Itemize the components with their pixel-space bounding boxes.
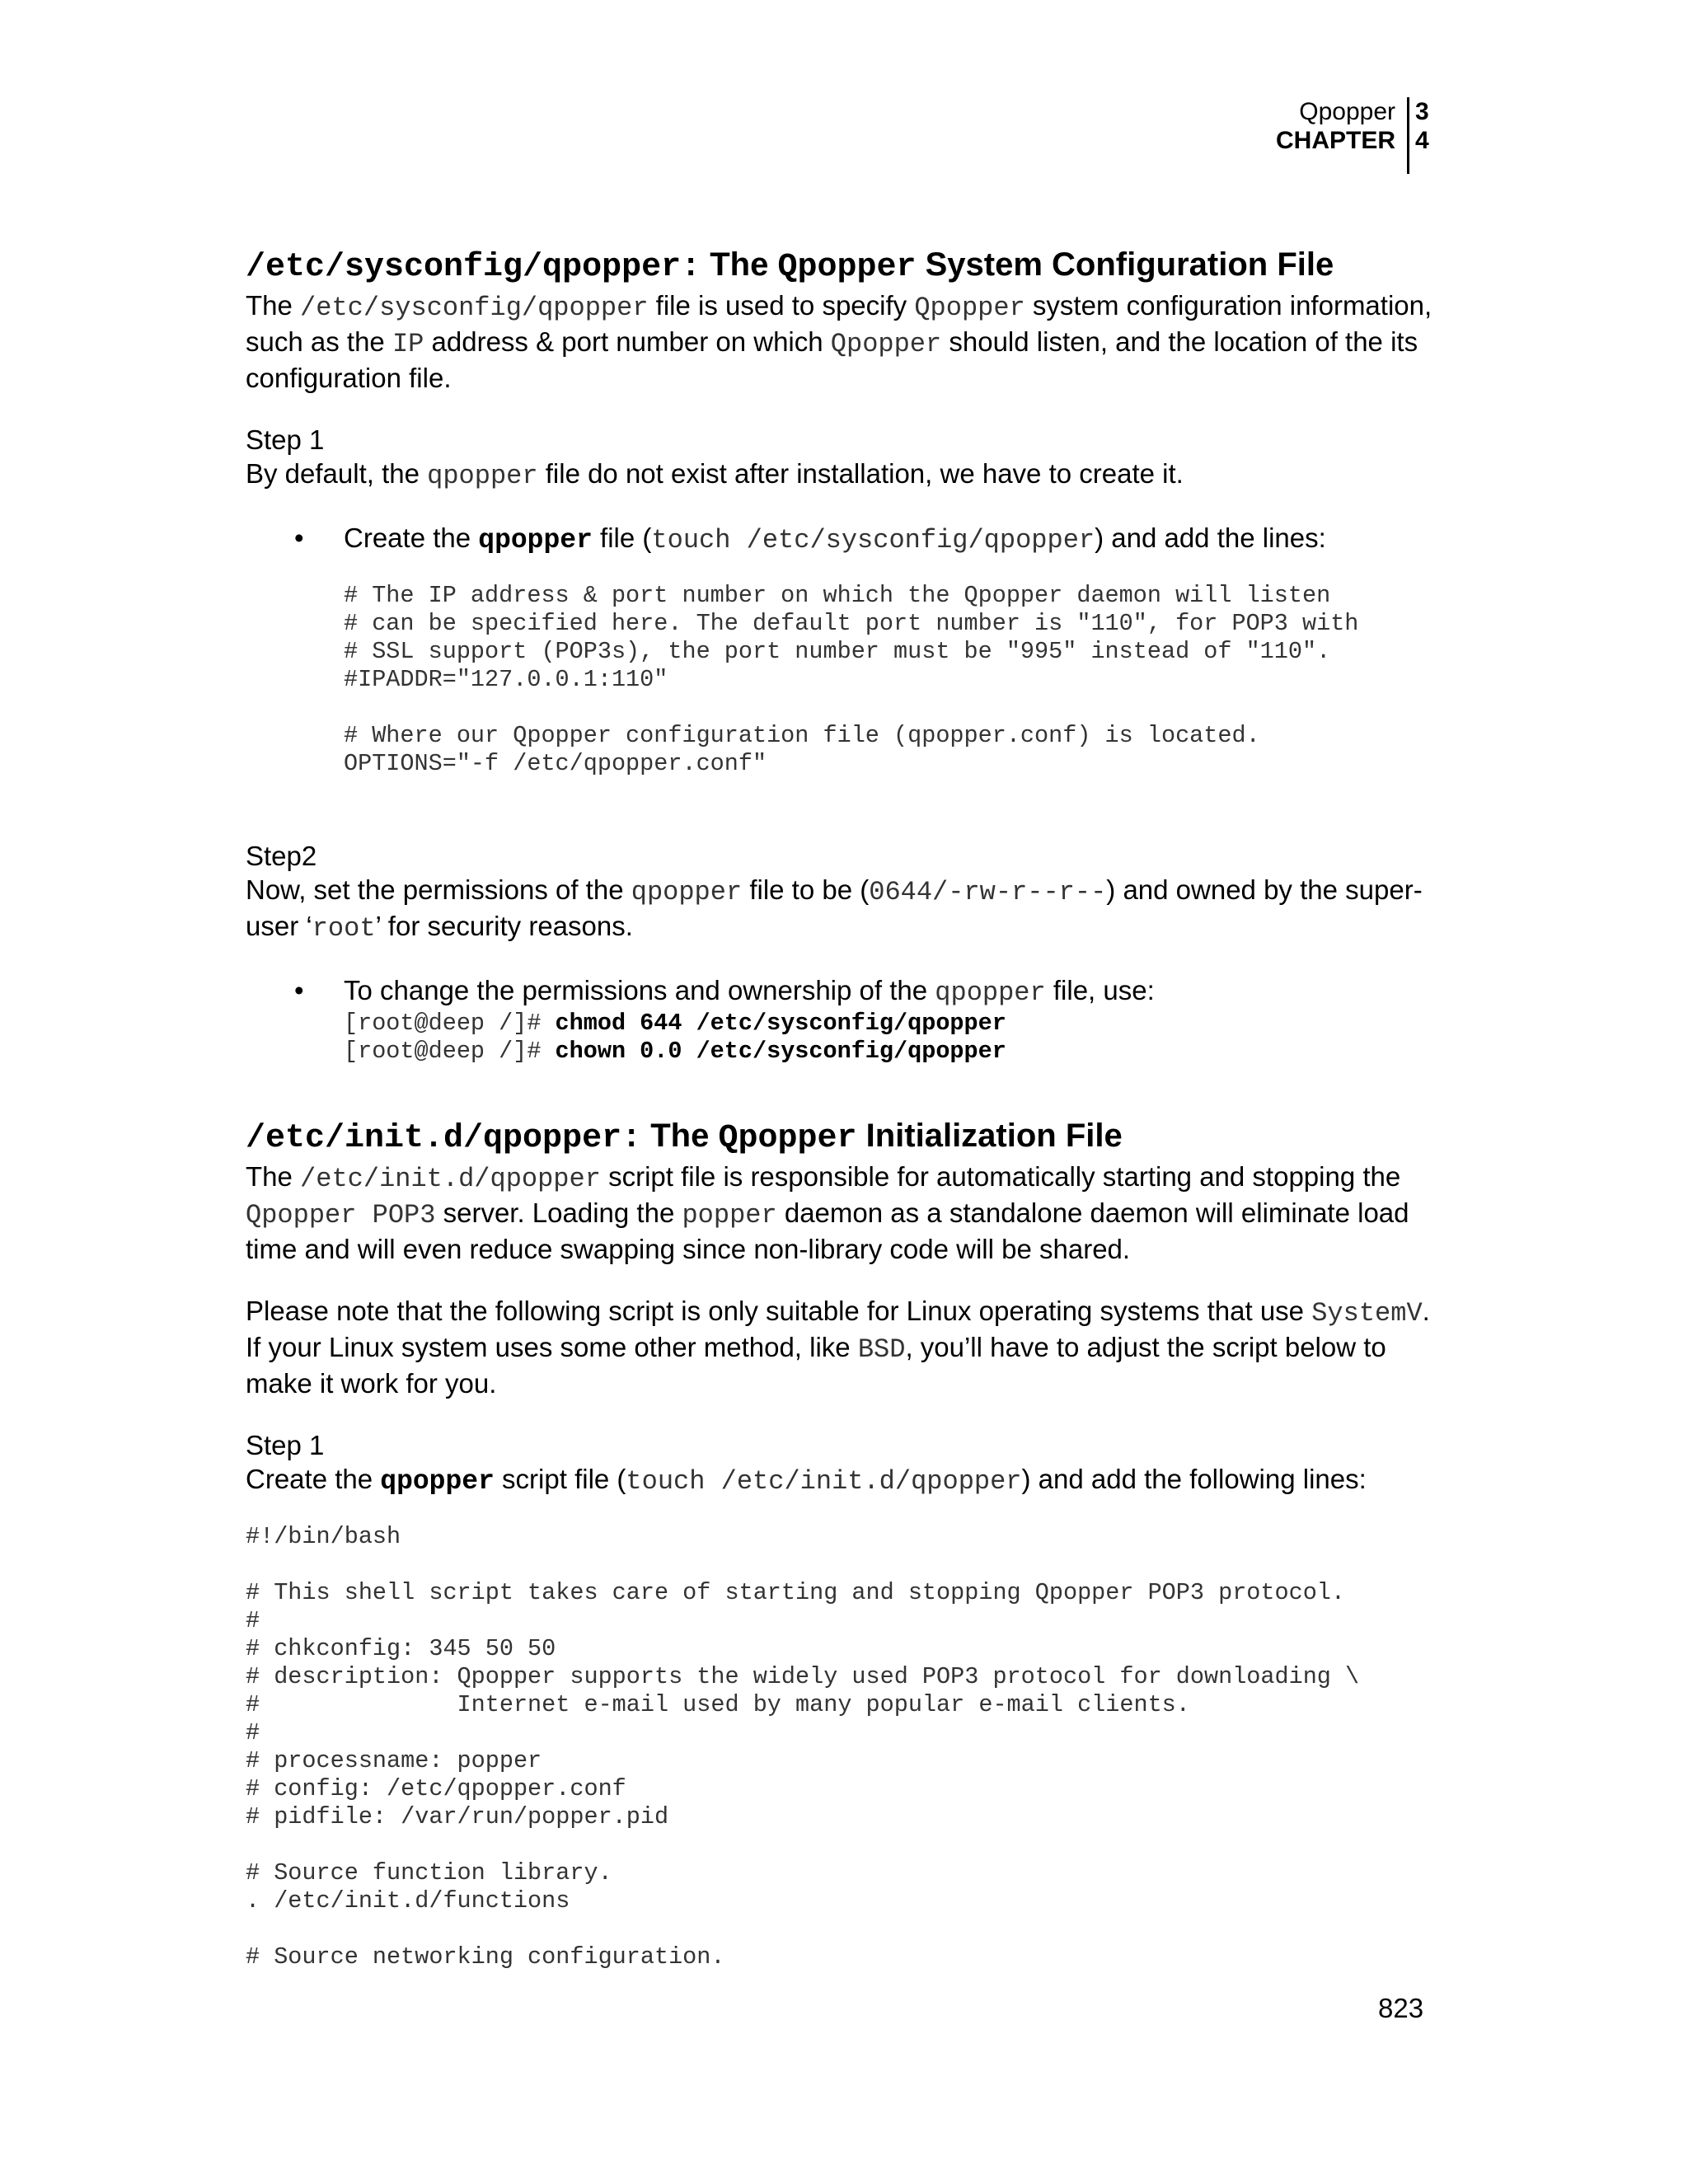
bullet-create-file: • Create the qpopper file (touch /etc/sysconfig/qpopper) and add the lines:	[294, 523, 1326, 555]
heading-rest: Initialization File	[865, 1118, 1123, 1154]
step-label: Step 1	[246, 1430, 325, 1460]
header-title: Qpopper	[1299, 98, 1395, 125]
running-header-right	[1415, 97, 1429, 155]
running-header-left	[1276, 97, 1395, 155]
section-heading-initd	[246, 1115, 1432, 1160]
header-number-bottom: 4	[1415, 127, 1429, 154]
command-line: [root@deep /]# chmod 644 /etc/sysconfig/qpopper	[344, 1010, 1006, 1037]
header-number-top: 3	[1415, 98, 1429, 125]
initd-intro-paragraph: The /etc/init.d/qpopper script file is responsible for automatically starting and stopping the Qpopper POP3 server. Loading the popper daemon as a standalone daemon will eliminate load time and will even reduce swapping since non-library code will be shared.	[246, 1161, 1409, 1264]
step-label: Step2	[246, 841, 317, 871]
section-heading-sysconfig	[246, 244, 1432, 288]
step1-initd-paragraph: Create the qpopper script file (touch /etc/init.d/qpopper) and add the following lines:	[246, 1464, 1367, 1497]
bullet-permissions: • To change the permissions and ownership of the qpopper file, use:	[294, 975, 1155, 1008]
header-divider	[1407, 97, 1409, 174]
heading-the: The	[650, 1118, 710, 1154]
header-chapter-label: CHAPTER	[1275, 127, 1395, 154]
heading-name: Qpopper	[777, 249, 917, 286]
heading-path: /etc/init.d/qpopper:	[246, 1120, 642, 1157]
command-line: [root@deep /]# chown 0.0 /etc/sysconfig/qpopper	[344, 1038, 1006, 1065]
code-block-initd-script: #!/bin/bash # This shell script takes care of starting and stopping Qpopper POP3 protocol. # # chkconfig: 345 50 50 # description: Qpopper supports the widely used POP3 protocol for downloading \ # Internet e-mail used by many popular e-mail clients. # # processname: popper # config: /etc/qpopper.conf # pidfile: /var/run/popper.pid # Source function library. . /etc/init.d/functions # Source networking configuration.	[246, 1523, 1360, 1971]
step-label: Step 1	[246, 424, 325, 455]
heading-path: /etc/sysconfig/qpopper:	[246, 249, 701, 286]
heading-the: The	[710, 246, 769, 283]
code-block-sysconfig: # The IP address & port number on which the Qpopper daemon will listen # can be specified here. The default port number is "110", for POP3 with # SSL support (POP3s), the port number must be "995" instead of "110". #IPADDR="127.0.0.1:110" # Where our Qpopper configuration file (qpopper.conf) is located. OPTIONS="-f /etc/qpopper.conf"	[344, 582, 1359, 777]
bullet-icon: •	[294, 523, 304, 553]
sysconfig-intro-paragraph: The /etc/sysconfig/qpopper file is used to specify Qpopper system configuration information, such as the IP address & port number on which Qpopper should listen, and the location of the its configuration file.	[246, 290, 1432, 393]
page-number: 823	[1378, 1993, 1424, 2023]
heading-rest: System Configuration File	[925, 246, 1334, 283]
step1-paragraph: By default, the qpopper file do not exist after installation, we have to create it.	[246, 458, 1184, 491]
step2-paragraph: Now, set the permissions of the qpopper file to be (0644/-rw-r--r--) and owned by the super-user ‘root’ for security reasons.	[246, 874, 1423, 944]
heading-name: Qpopper	[718, 1120, 857, 1157]
page-content	[246, 244, 1432, 1971]
note-paragraph: Please note that the following script is only suitable for Linux operating systems that use SystemV. If your Linux system uses some other method, like BSD, you’ll have to adjust the script below to make it work for you.	[246, 1296, 1430, 1399]
bullet-icon: •	[294, 975, 304, 1005]
